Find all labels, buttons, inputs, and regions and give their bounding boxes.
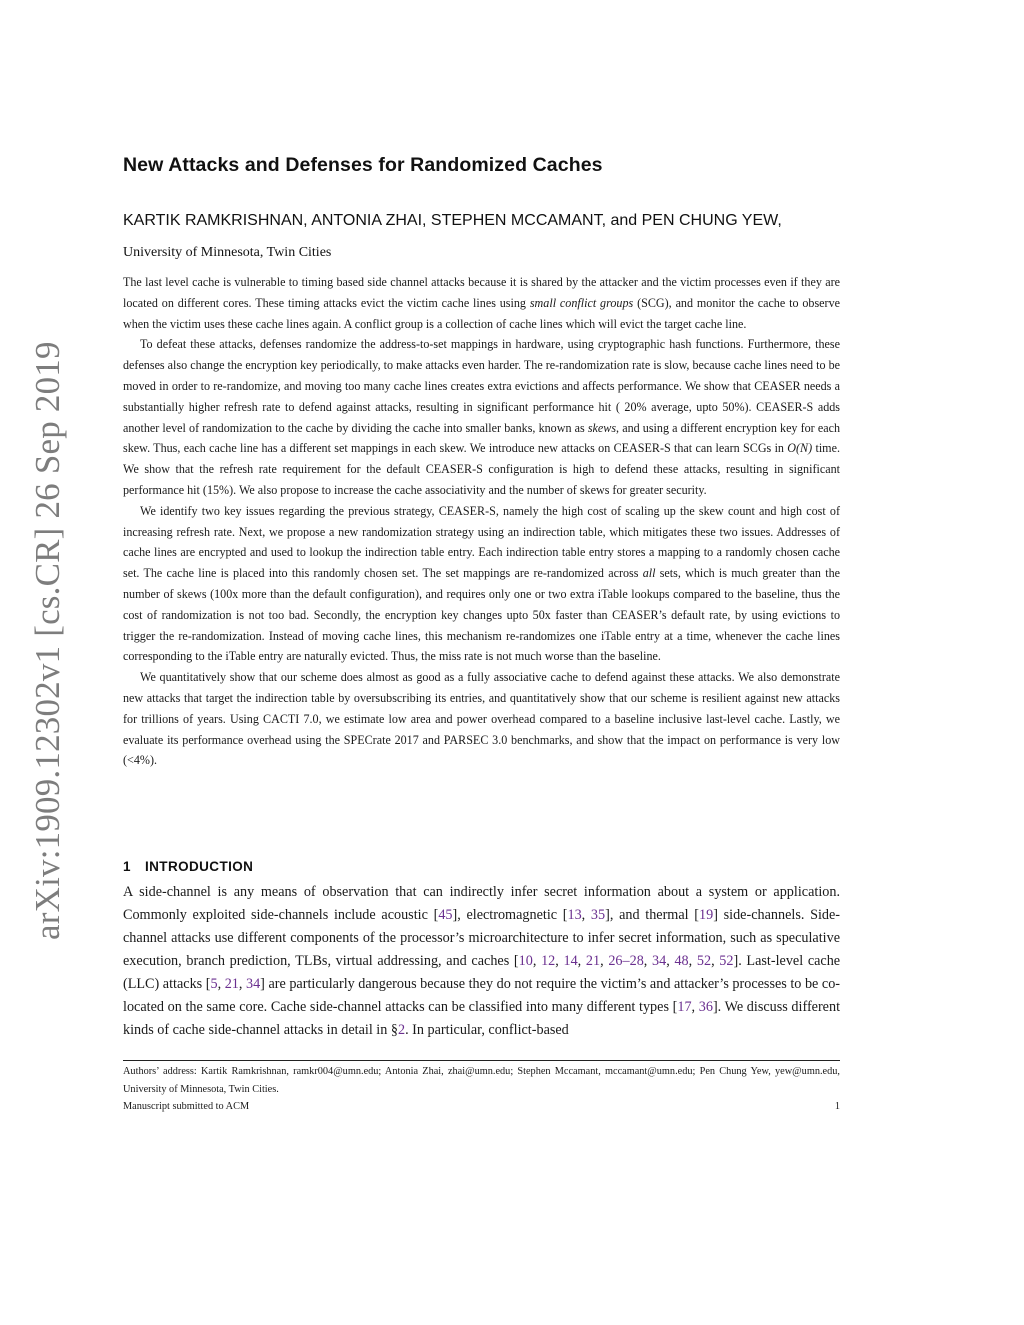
text-run: We identify two key issues regarding the previous strategy, CEASER-S, namely the high cost of scaling up the skew count and high cost of increasing refresh rate. Next, we propose a new randomization strategy using an indirection table, which mitigates these two issues. Addresses of cache lines are encrypted and used to lookup the indirection table entry. Each indirection table entry stores a mapping to a randomly chosen cache set. The cache line is placed into this randomly chosen set. The set mappings are re-randomized across bbox=[123, 503, 840, 581]
citation-link[interactable]: 10 bbox=[518, 953, 533, 969]
text-run: ] side-channels. Side-channel attacks use different components of the processor’s microarchitecture to infer secret information, such as speculative execution, branch prediction, TLBs, virtual addressing, and caches [ bbox=[123, 907, 841, 969]
citation-link[interactable]: 52 bbox=[696, 953, 712, 969]
text-run: . In particular, conflict-based bbox=[405, 1022, 569, 1038]
text-run: The last level cache is vulnerable to timing based side channel attacks because it is shared by the attacker and the victim processes even if they are located on different cores. These timing attacks evict the victim cache lines using bbox=[123, 275, 840, 310]
text-run: To defeat these attacks, defenses randomize the address-to-set mappings in hardware, using cryptographic hash functions. Furthermore, these defenses also change the encryption key periodically, to make attacks even harder. The re-randomization rate is slow, because cache lines need to be moved in order to re-randomize, and moving too many cache lines creates extra evictions and affects performance. We show that CEASER needs a substantially higher refresh rate to defend against attacks, resulting in significant performance hit ( 20% average, upto 50%). CEASER-S adds another level of randomization to the cache by dividing the cache into smaller banks, known as bbox=[123, 337, 840, 435]
section-reference-link[interactable]: 2 bbox=[397, 1022, 406, 1038]
citation-link[interactable]: 52 bbox=[719, 953, 734, 969]
footnote-divider bbox=[123, 1060, 840, 1061]
author-names: KARTIK RAMKRISHNAN, ANTONIA ZHAI, STEPHEN MCCAMANT, and PEN CHUNG YEW, bbox=[123, 212, 782, 229]
citation-link[interactable]: 12 bbox=[541, 953, 556, 969]
citation-link[interactable]: 34 bbox=[245, 976, 261, 992]
section-heading bbox=[123, 859, 840, 874]
citation-link[interactable]: 36 bbox=[698, 999, 713, 1015]
section-number: 1 bbox=[123, 859, 131, 874]
citation-link[interactable]: 34 bbox=[652, 953, 667, 969]
paper-title: New Attacks and Defenses for Randomized Caches bbox=[123, 154, 603, 176]
emphasis: all bbox=[642, 566, 656, 581]
text-run: ] are particularly dangerous because they do not require the victim’s and attacker’s processes to be co-located on the same core. Cache side-channel attacks can be classified into many different types [ bbox=[123, 976, 841, 1015]
citation-link[interactable]: 19 bbox=[699, 907, 714, 923]
text-run: ], and thermal [ bbox=[605, 907, 700, 923]
citation-link[interactable]: 48 bbox=[674, 953, 689, 969]
text-run: , bbox=[581, 907, 591, 923]
author-block bbox=[123, 205, 840, 268]
text-run: , and using a different encryption key for each skew. Thus, each cache line has a different set mappings in each skew. We introduce new attacks on CEASER-S that can learn SCGs in bbox=[123, 420, 840, 456]
citation-link[interactable]: 17 bbox=[677, 999, 692, 1015]
citation-link[interactable]: 13 bbox=[567, 907, 582, 923]
citation-link[interactable]: 5 bbox=[210, 976, 218, 992]
citation-link[interactable]: 14 bbox=[563, 953, 578, 969]
text-run: ], electromagnetic [ bbox=[452, 907, 568, 923]
text-run: sets, which is much greater than the number of skews (100x more than the default configuration), and requires only one or two extra iTable lookups compared to the baseline, thus the cost of randomization is not too bad. Secondly, the encryption key changes upto 50x faster than CEASER’s default rate, by using evictions to trigger the re-randomization. Instead of moving cache lines, this mechanism re-randomizes one iTable entry at a time, whenever the cache lines corresponding to the iTable entry are naturally evicted. Thus, the miss rate is not much worse than the baseline. bbox=[123, 566, 840, 664]
page-number: 1 bbox=[834, 1101, 840, 1112]
text-run: A side-channel is any means of observation that can indirectly infer secret information about a system or application. Commonly exploited side-channels include acoustic [ bbox=[123, 884, 840, 923]
abstract-paragraph-4: We quantitatively show that our scheme does almost as good as a fully associative cache to defend against these attacks. We also demonstrate new attacks that target the indirection table by oversubscribing its entries, and quantitatively show that our scheme is resilient against new attacks for trillions of years. Using CACTI 7.0, we estimate low area and power overhead compared to a baseline inclusive last-level cache. Lastly, we evaluate its performance overhead using the SPECrate 2017 and PARSEC 3.0 benchmarks, and show that the impact on performance is very low (<4%). bbox=[123, 670, 840, 768]
abstract-paragraph-2 bbox=[123, 334, 840, 500]
intro-paragraph: A side-channel is any means of observation that can indirectly infer secret information about a system or application. Commonly exploited side-channels include acoustic [45], electromagnetic [13, 35], and thermal [19] side-channels. Side-channel attacks use different components of the processor’s microarchitecture to infer secret information, such as speculative execution, branch prediction, TLBs, virtual addressing, and caches [10, 12, 14, 21, 26–28, 34, 48, 52, 52]. Last-level cache (LLC) attacks [5, 21, 34] are particularly dangerous because they do not require the victim’s and attacker’s processes to be co-located on the same core. Cache side-channel attacks can be classified into many different types [17, 36]. We discuss different kinds of cache side-channel attacks in detail in §2. In particular, conflict-based bbox=[123, 884, 841, 1038]
author-address-footnote: Authors’ address: Kartik Ramkrishnan, ramkr004@umn.edu; Antonia Zhai, zhai@umn.edu; Stephen Mccamant, mccamant@umn.edu; Pen Chung Yew, yew@umn.edu, University of Minnesota, Twin Cities. bbox=[123, 1066, 840, 1095]
text-run: ]. Last-level cache (LLC) attacks [ bbox=[123, 953, 841, 992]
citation-link[interactable]: 21 bbox=[585, 953, 601, 969]
citation-link[interactable]: 21 bbox=[224, 976, 239, 992]
math-expression: O(N) bbox=[787, 441, 813, 456]
abstract-paragraph-3 bbox=[123, 501, 840, 667]
arxiv-identifier: arXiv:1909.12302v1 [cs.CR] 26 Sep 2019 bbox=[28, 341, 67, 940]
text-run: time. We show that the refresh rate requirement for the default CEASER-S configuration is high to defend these attacks, resulting in significant performance hit (15%). We also propose to increase the cache associativity and the number of skews for greater security. bbox=[123, 441, 840, 497]
emphasis: small conflict groups bbox=[529, 295, 634, 310]
abstract bbox=[123, 272, 840, 771]
abstract-paragraph-1 bbox=[123, 272, 840, 334]
author-affiliation: University of Minnesota, Twin Cities bbox=[123, 245, 332, 260]
section-title: INTRODUCTION bbox=[145, 859, 254, 874]
emphasis: skews bbox=[587, 420, 617, 435]
citation-link[interactable]: 35 bbox=[590, 907, 606, 923]
manuscript-note: Manuscript submitted to ACM bbox=[123, 1101, 250, 1112]
citation-link[interactable]: 45 bbox=[438, 907, 453, 923]
citation-link[interactable]: 26–28 bbox=[608, 953, 644, 969]
text-run: ]. We discuss different kinds of cache side-channel attacks in detail in § bbox=[123, 999, 841, 1038]
text-run: (SCG), and monitor the cache to observe when the victim uses these cache lines again. A conflict group is a collection of cache lines which will evict the target cache line. bbox=[123, 295, 840, 331]
page-footer bbox=[123, 1101, 840, 1112]
introduction-body bbox=[123, 881, 840, 1042]
